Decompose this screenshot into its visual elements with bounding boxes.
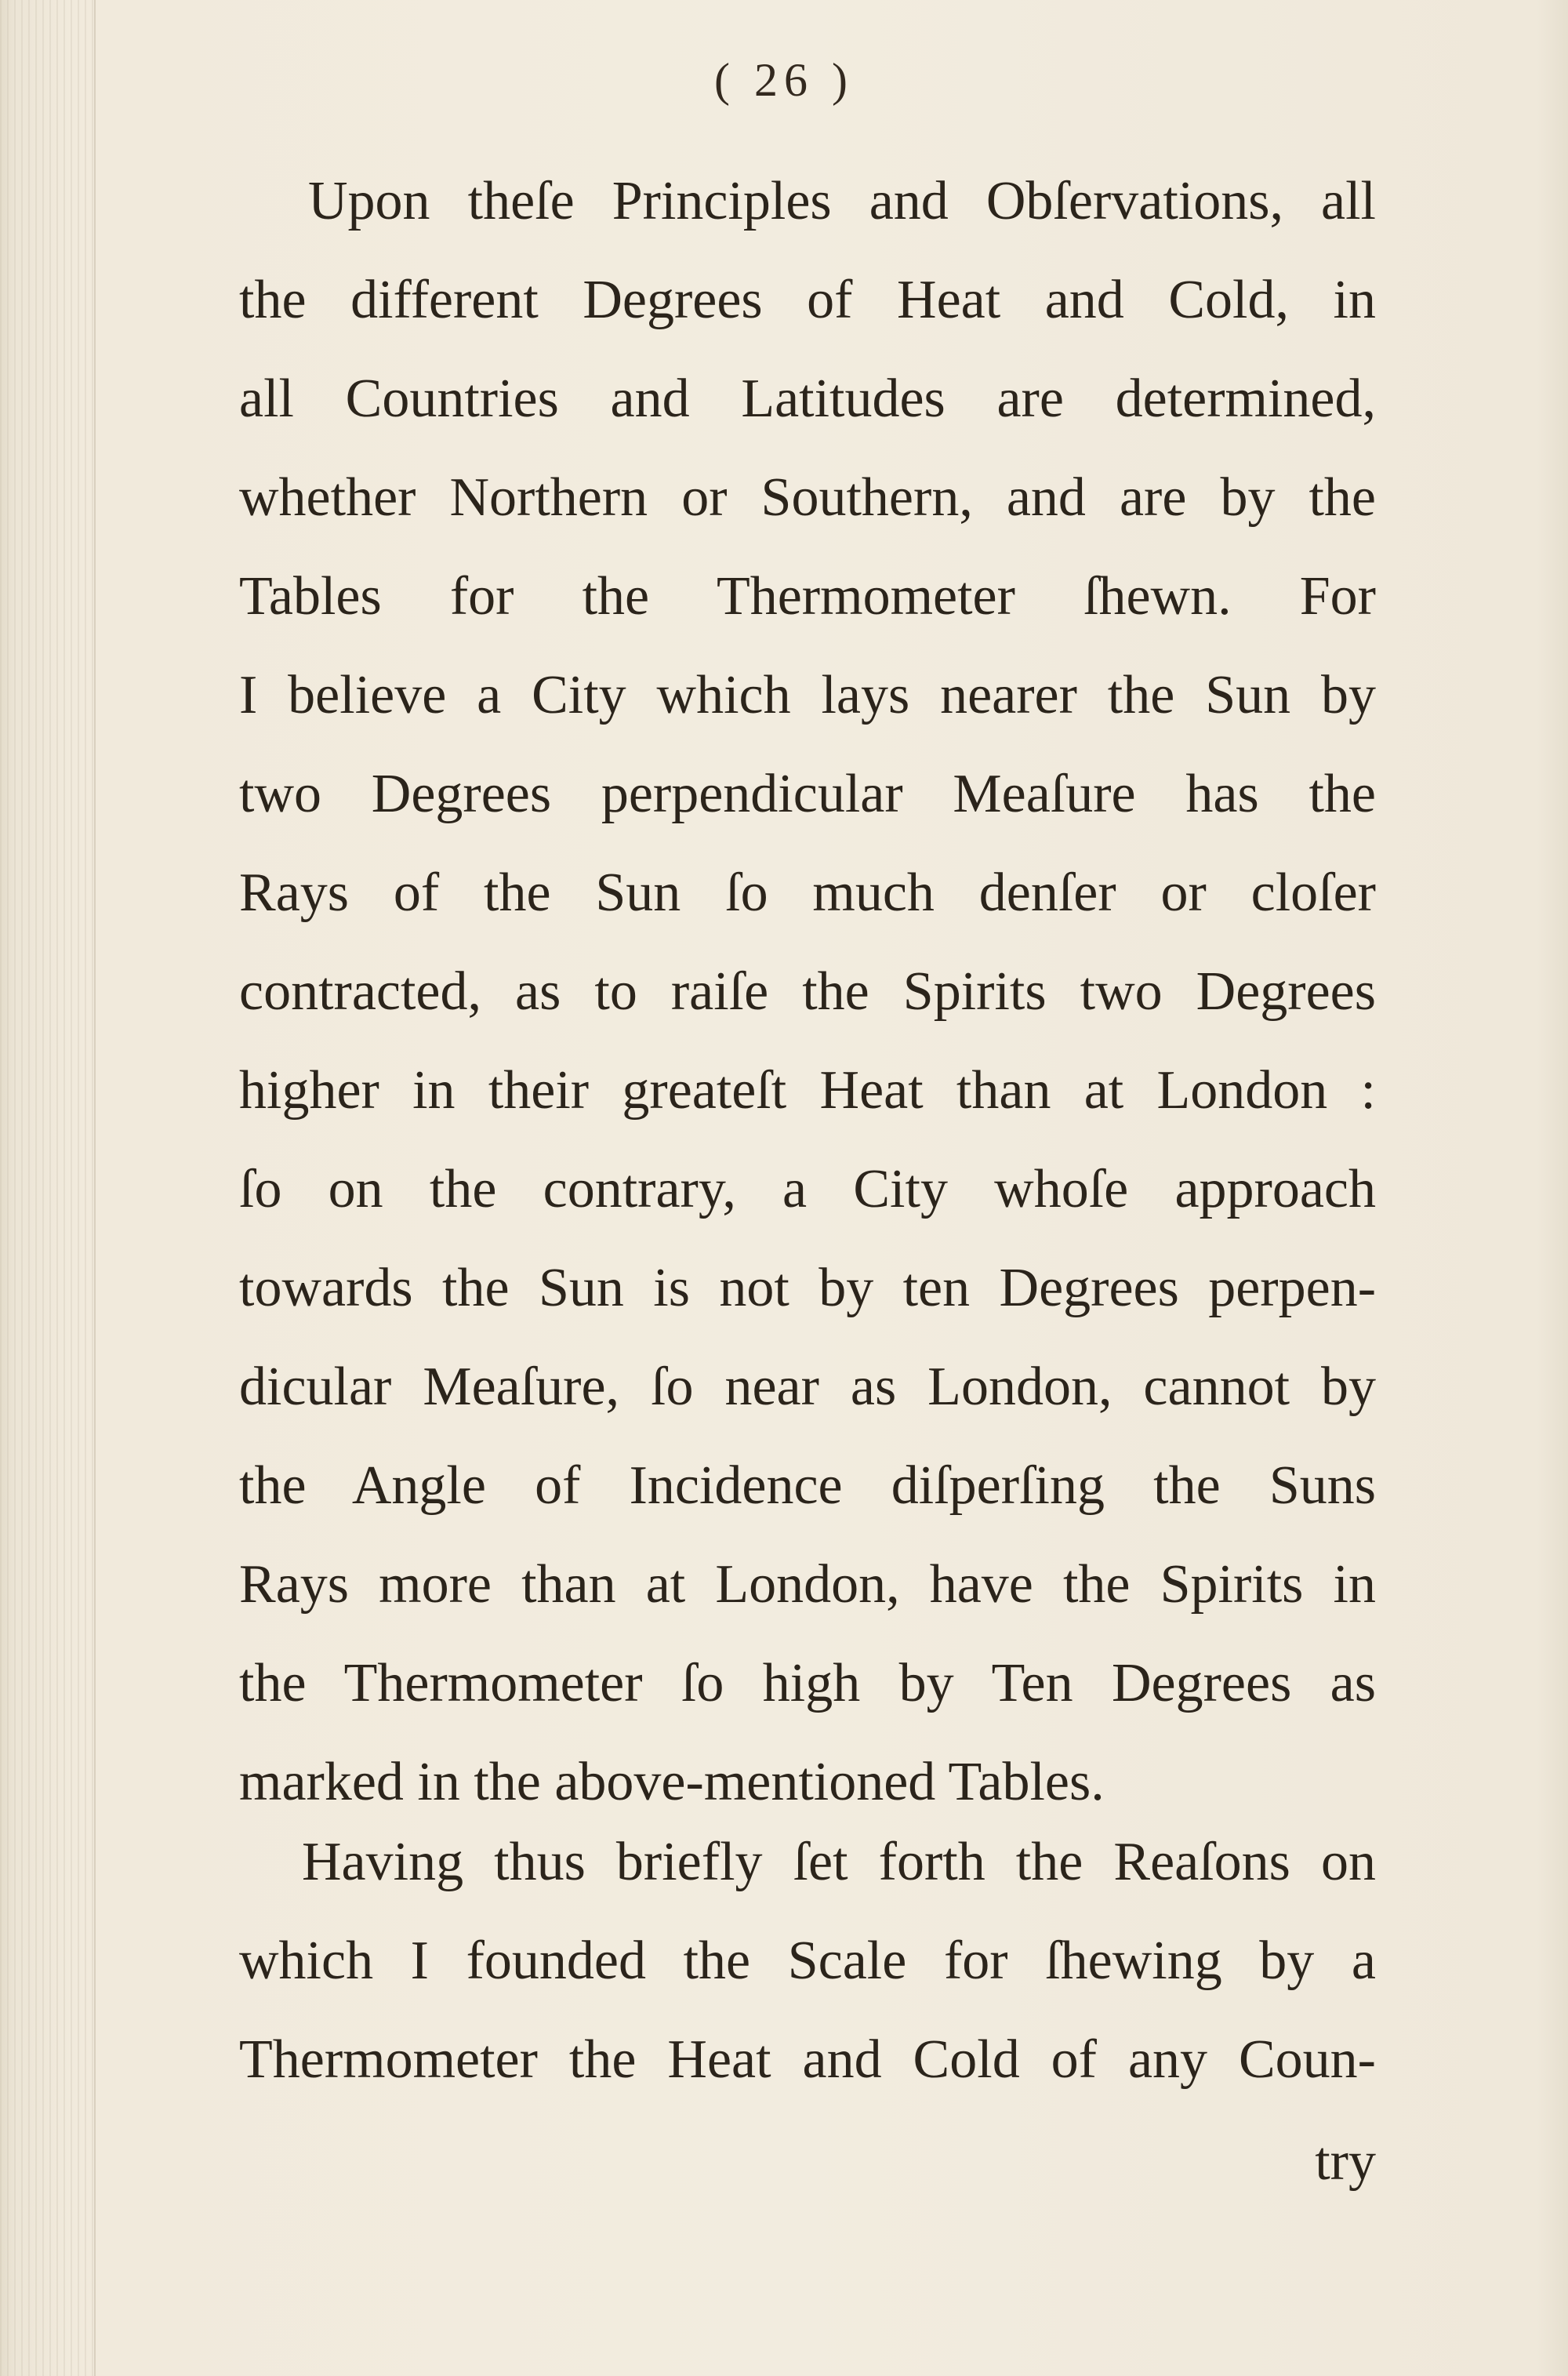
text-line: Thermometer the Heat and Cold of any Coun- (239, 2029, 1376, 2090)
text-line: the different Degrees of Heat and Cold, in (239, 270, 1376, 330)
paragraph-1 (239, 152, 1376, 1832)
text-line: two Degrees perpendicular Meaſure has the (239, 764, 1376, 824)
text-line: whether Northern or Southern, and are by the (239, 467, 1376, 528)
text-line: marked in the above-mentioned Tables. (239, 1752, 1105, 1812)
binding-gutter (0, 0, 96, 2376)
text-line: Upon theſe Principles and Obſervations, all (308, 171, 1376, 231)
catchword: try (1315, 2131, 1376, 2192)
text-line: Having thus briefly ſet forth the Reaſons on (302, 1832, 1376, 1892)
text-line: the Thermometer ſo high by Ten Degrees as (239, 1653, 1376, 1713)
text-line: contracted, as to raiſe the Spirits two Degrees (239, 961, 1376, 1022)
text-line: all Countries and Latitudes are determined, (239, 369, 1376, 429)
paragraph-2 (239, 1813, 1376, 2109)
text-line: dicular Meaſure, ſo near as London, cannot by (239, 1357, 1376, 1417)
text-line: which I founded the Scale for ſhewing by a (239, 1931, 1376, 1991)
text-line: the Angle of Incidence diſperſing the Suns (239, 1455, 1376, 1516)
text-line: I believe a City which lays nearer the Sun by (239, 665, 1376, 725)
text-line: towards the Sun is not by ten Degrees perpen- (239, 1258, 1376, 1318)
page-number: ( 26 ) (714, 54, 854, 106)
text-line: Rays of the Sun ſo much denſer or cloſer (239, 863, 1376, 923)
text-line: higher in their greateſt Heat than at London : (239, 1060, 1376, 1121)
text-line: Rays more than at London, have the Spirits in (239, 1554, 1376, 1615)
text-line: Tables for the Thermometer ſhewn. For (239, 566, 1376, 627)
text-line: ſo on the contrary, a City whoſe approach (239, 1159, 1376, 1219)
